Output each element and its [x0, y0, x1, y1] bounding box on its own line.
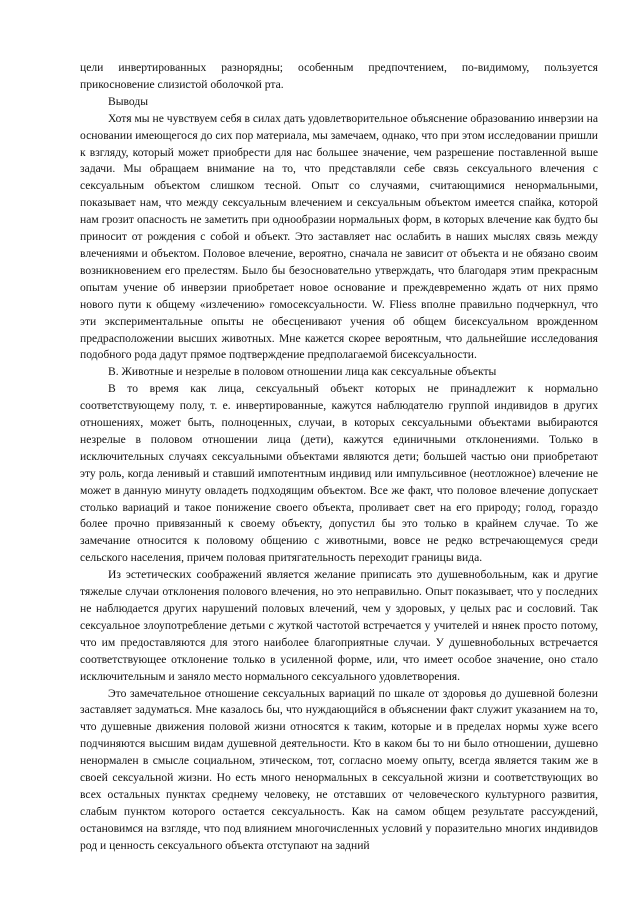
paragraph-conclusions: Хотя мы не чувствуем себя в силах дать удовлетворительное объяснение образованию инверзии на основании имеющегося до сих пор материала, мы замечаем, однако, что при этом исследовании пришли к взгляду, который может приобрести для нас большее значение, чем разрешение поставленной выше задачи. Мы обращаем внимание на то, что представляли себе связь сексуального влечения с сексуальным объектом слишком тесной. Опыт со случаями, считающимися ненормальными, показывает нам, что между сексуальным влечением и сексуальным объектом имеется спайка, которой нам грозит опасность не заметить при однообразии нормальных форм, в которых влечение как будто бы приносит от рождения с собой и объект. Это заставляет нас ослабить в наших мыслях связь между влечениями и объектом. Половое влечение, вероятно, сначала не зависит от объекта и не обязано своим возникновением его прелестям. Было бы безосновательно утверждать, что благодаря этим прекрасным опытам учение об инверзии приобретает новое основание и преждевременно ждать от них прямо нового пути к общему «излечению» гомосексуальности. W. Fliess вполне правильно подчеркнул, что эти экспериментальные опыты не обесценивают учения об общем бисексуальном врожденном предрасположении высших животных. Мне кажется скорее вероятным, что дальнейшие исследования подобного рода дадут прямое подтверждение предполагаемой бисексуальности. [80, 111, 598, 362]
paragraph-continuation: цели инвертированных разнорядны; особенным предпочтением, по-видимому, пользуется прикосновение слизистой оболочкой рта. [80, 61, 598, 91]
paragraph-sexual-variations: Это замечательное отношение сексуальных вариаций по шкале от здоровья до душевной болезни заставляет задуматься. Мне казалось бы, что нуждающийся в объяснении факт служит указанием на то, что душевные движения половой жизни относятся к таким, которые и в пределах нормы хуже всего подчиняются высшим видам душевной деятельности. Кто в каком бы то ни было отношении, душевно ненормален в смысле социальном, этическом, тот, согласно моему опыту, всегда является таким же в своей сексуальной жизни. Но есть много ненормальных в сексуальной жизни и соответствующих во всех остальных пунктах среднему человеку, не отставших от человеческого культурного развития, слабым пунктом которого остается сексуальность. Как на самом общем результате рассуждений, остановимся на взгляде, что под влиянием многочисленных условий у поразительно многих индивидов род и ценность сексуального объекта отступают на задний [80, 686, 598, 852]
paragraph-aesthetic-considerations: Из эстетических соображений является желание приписать это душевнобольным, как и другие тяжелые случаи отклонения полового влечения, но это неправильно. Опыт показывает, что у последних не наблюдается других нарушений половых влечений, чем у здоровых, у целых рас и сословий. Так сексуальное злоупотребление детьми с жуткой частотой встречается у учителей и нянек просто потому, что им предоставляются для этого наиболее благоприятные случаи. У душевнобольных встречается соответствующее отклонение только в усиленной форме, или, что имеет особое значение, оно стало исключительным и заняло место нормального сексуального удовлетворения. [80, 568, 598, 683]
section-heading-animals-immature: B. Животные и незрелые в половом отношении лица как сексуальные объекты [108, 365, 497, 379]
document-page [80, 60, 598, 855]
section-heading-conclusions: Выводы [108, 94, 149, 108]
paragraph-immature-objects: В то время как лица, сексуальный объект которых не принадлежит к нормально соответствующему полу, т. е. инвертированные, кажутся наблюдателю группой индивидов в других отношениях, может быть, полноценных, случаи, в которых сексуальными объектами выбираются незрелые в половом отношении лица (дети), кажутся единичными отклонениями. Только в исключительных случаях сексуальными объектами являются дети; большей частью они приобретают эту роль, когда ленивый и ставший импотентным индивид или импульсивное (неотложное) влечение не может в данную минуту овладеть подходящим объектом. Все же факт, что половое влечение допускает столько вариаций и такое понижение своего объекта, проливает свет на его природу; голод, гораздо более прочно привязанный к своему объекту, допустил бы это только в крайнем случае. То же замечание относится к половому общению с животными, вовсе не редко встречающемуся среди сельского населения, причем половая притягательность переходит границы вида. [80, 382, 598, 565]
